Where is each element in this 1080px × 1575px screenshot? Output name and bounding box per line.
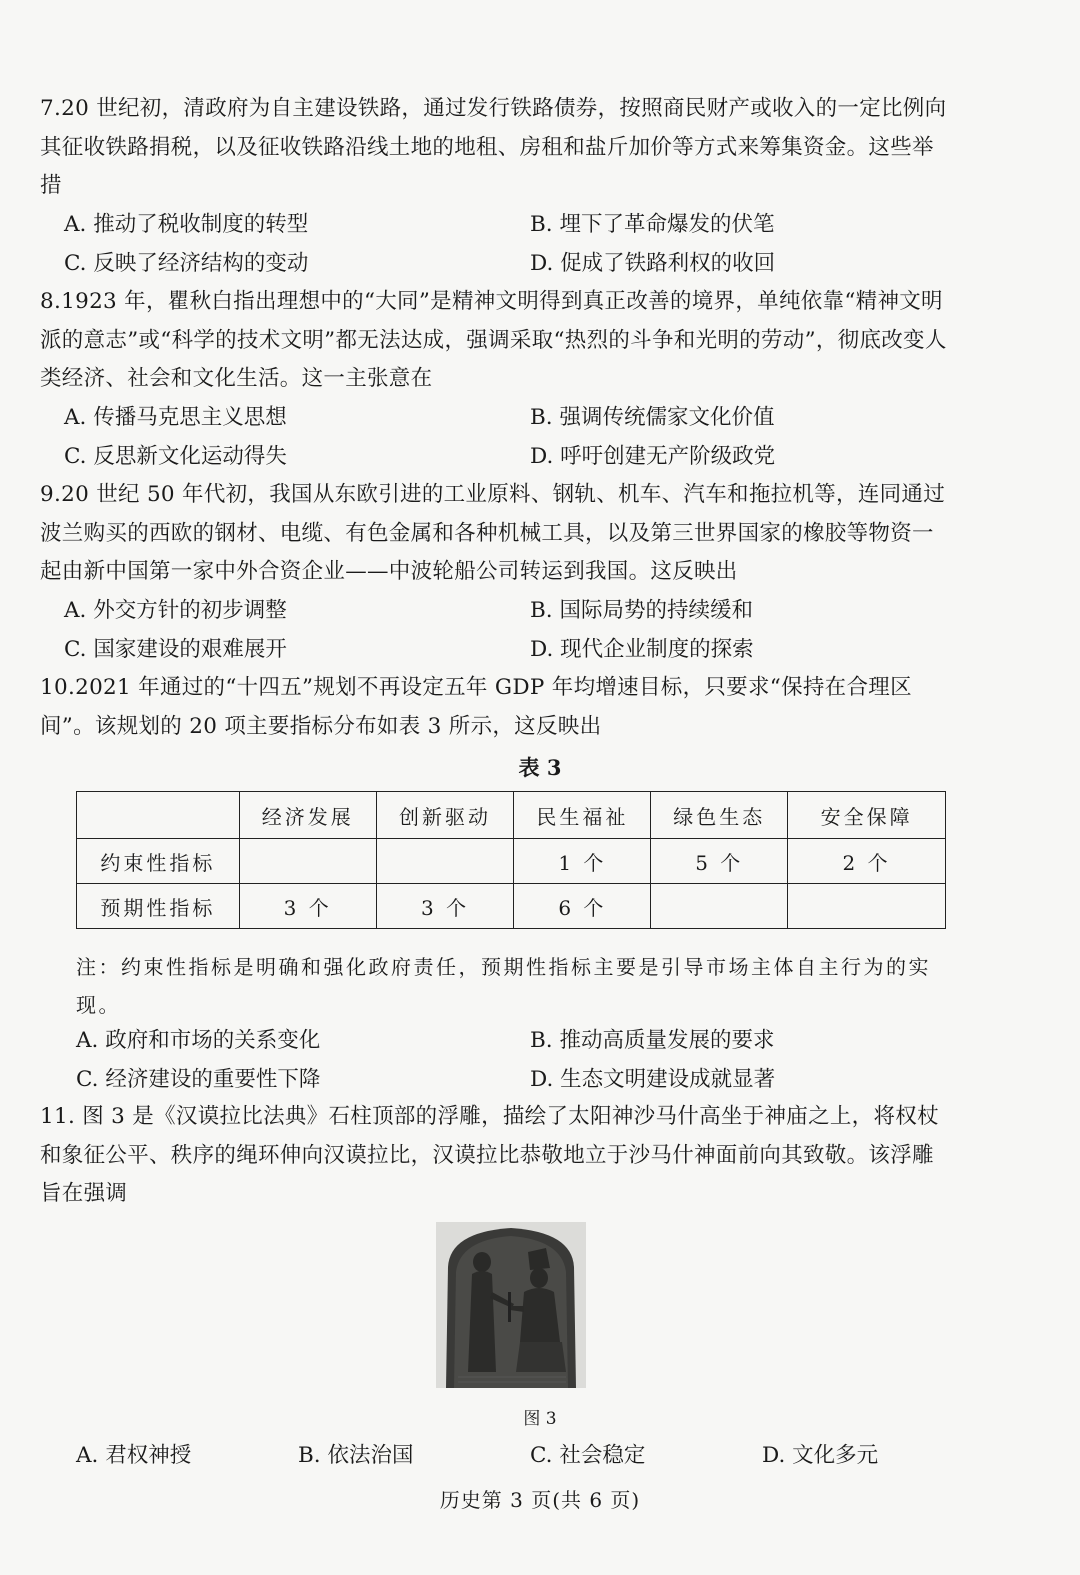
q7-option-d[interactable]: D. 促成了铁路利权的收回 [530, 251, 776, 276]
page-footer: 历史第 3 页(共 6 页) [439, 1488, 641, 1512]
question-11-stem: 11. 图 3 是《汉谟拉比法典》石柱顶部的浮雕，描绘了太阳神沙马什高坐于神庙之上，将权杖和象征公平、秩序的绳环伸向汉谟拉比，汉谟拉比恭敬地立于沙马什神面前向其致敬。该浮雕旨在强调 [40, 1104, 939, 1206]
question-9-stem: 9.20 世纪 50 年代初，我国从东欧引进的工业原料、钢轨、机车、汽车和拖拉机等，连同通过波兰购买的西欧的钢材、电缆、有色金属和各种机械工具，以及第三世界国家的橡胶等物资一起由新中国第一家中外合资企业——中波轮船公司转运到我国。这反映出 [40, 482, 946, 584]
q11-option-c[interactable]: C. 社会稳定 [530, 1443, 646, 1468]
indicator-table [76, 791, 946, 929]
q8-option-b[interactable]: B. 强调传统儒家文化价值 [530, 405, 775, 430]
table-header-cell: 民生福祉 [514, 792, 651, 839]
q8-option-a[interactable]: A. 传播马克思主义思想 [64, 405, 287, 430]
q8-option-d[interactable]: D. 呼吁创建无产阶级政党 [530, 444, 776, 469]
question-10-stem: 10.2021 年通过的“十四五”规划不再设定五年 GDP 年均增速目标，只要求“保持在合理区间”。该规划的 20 项主要指标分布如表 3 所示，这反映出 [40, 675, 912, 739]
table-header-cell: 创新驱动 [376, 792, 514, 839]
table-cell: 预期性指标 [77, 884, 240, 929]
q11-option-b[interactable]: B. 依法治国 [298, 1443, 414, 1468]
q10-option-a[interactable]: A. 政府和市场的关系变化 [76, 1028, 321, 1053]
q8-option-c[interactable]: C. 反思新文化运动得失 [64, 444, 287, 469]
q9-option-d[interactable]: D. 现代企业制度的探索 [530, 637, 754, 662]
q10-option-c[interactable]: C. 经济建设的重要性下降 [76, 1067, 321, 1092]
q7-option-c[interactable]: C. 反映了经济结构的变动 [64, 251, 309, 276]
q7-option-b[interactable]: B. 埋下了革命爆发的伏笔 [530, 212, 775, 237]
table-cell [788, 884, 946, 929]
q11-option-a[interactable]: A. 君权神授 [76, 1443, 192, 1468]
table-header-row [77, 792, 946, 839]
q11-option-d[interactable]: D. 文化多元 [762, 1443, 879, 1468]
q9-option-c[interactable]: C. 国家建设的艰难展开 [64, 637, 287, 662]
figure-caption: 图 3 [523, 1409, 557, 1429]
table-cell: 5 个 [651, 839, 788, 884]
table-cell: 3 个 [239, 884, 376, 929]
table-cell: 约束性指标 [77, 839, 240, 884]
question-8-stem: 8.1923 年，瞿秋白指出理想中的“大同”是精神文明得到真正改善的境界，单纯依靠“精神文明派的意志”或“科学的技术文明”都无法达成，强调采取“热烈的斗争和光明的劳动”，彻底改变人类经济、社会和文化生活。这一主张意在 [40, 289, 947, 391]
table-cell: 3 个 [376, 884, 514, 929]
table-row [77, 884, 946, 929]
table-cell [376, 839, 514, 884]
table-cell: 2 个 [788, 839, 946, 884]
stele-relief-icon [436, 1222, 586, 1388]
q9-option-a[interactable]: A. 外交方针的初步调整 [64, 598, 287, 623]
q7-option-a[interactable]: A. 推动了税收制度的转型 [64, 212, 309, 237]
table-cell: 6 个 [514, 884, 651, 929]
table-title: 表 3 [518, 755, 562, 780]
table-header-cell: 绿色生态 [651, 792, 788, 839]
question-7-stem: 7.20 世纪初，清政府为自主建设铁路，通过发行铁路债券，按照商民财产或收入的一定比例向其征收铁路捐税，以及征收铁路沿线土地的地租、房租和盐斤加价等方式来筹集资金。这些举措 [40, 96, 947, 198]
q10-option-b[interactable]: B. 推动高质量发展的要求 [530, 1028, 775, 1053]
table-note: 注：约束性指标是明确和强化政府责任，预期性指标主要是引导市场主体自主行为的实现。 [76, 955, 931, 1017]
hammurabi-relief-image [436, 1222, 586, 1388]
table-header-cell [77, 792, 240, 839]
table-cell: 1 个 [514, 839, 651, 884]
table-row [77, 839, 946, 884]
q10-option-d[interactable]: D. 生态文明建设成就显著 [530, 1067, 776, 1092]
table-header-cell: 安全保障 [788, 792, 946, 839]
table-cell [651, 884, 788, 929]
table-cell [239, 839, 376, 884]
table-header-cell: 经济发展 [239, 792, 376, 839]
q9-option-b[interactable]: B. 国际局势的持续缓和 [530, 598, 753, 623]
